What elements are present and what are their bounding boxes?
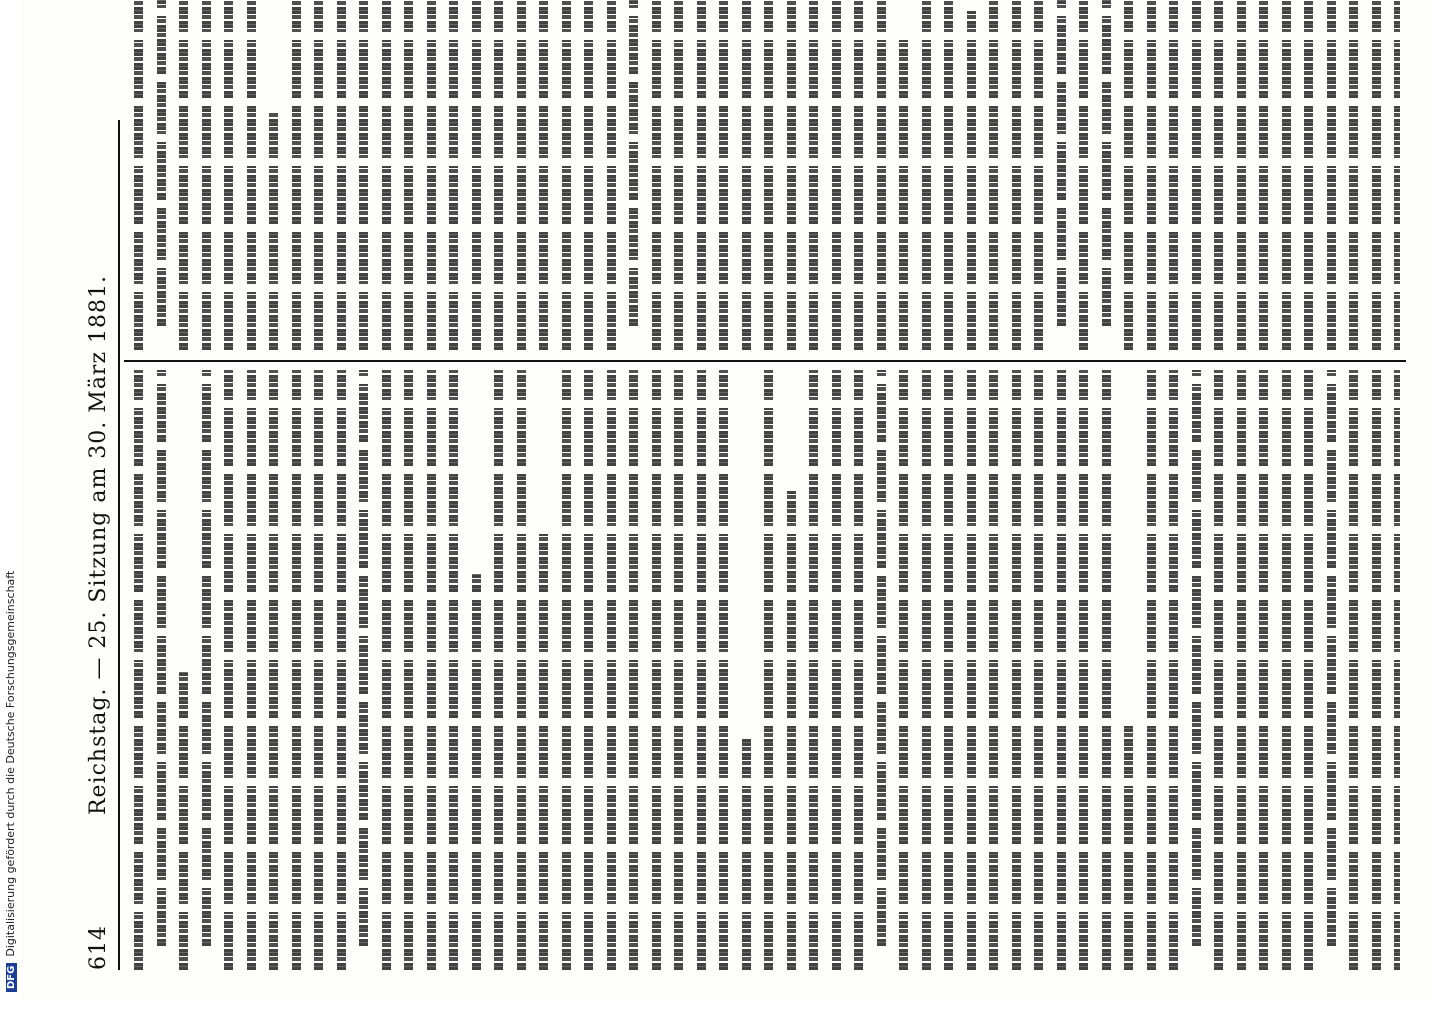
text-line	[1253, 0, 1273, 350]
text-line	[826, 370, 846, 970]
text-line	[556, 370, 576, 970]
text-line	[398, 0, 418, 350]
printed-text	[517, 0, 526, 350]
text-line	[398, 370, 418, 970]
text-line	[803, 0, 823, 350]
printed-text	[629, 0, 638, 326]
printed-text	[944, 0, 953, 350]
text-line	[1051, 0, 1071, 350]
printed-text	[449, 0, 458, 350]
text-line	[376, 0, 396, 350]
text-line	[331, 370, 351, 970]
text-line	[961, 370, 981, 970]
text-line	[556, 0, 576, 350]
text-line	[736, 0, 756, 350]
printed-text	[224, 0, 233, 350]
rotated-sheet	[80, 100, 1410, 1010]
text-line	[263, 0, 283, 350]
text-line	[578, 370, 598, 970]
printed-text	[269, 113, 278, 350]
text-line	[1006, 0, 1026, 350]
text-line	[421, 0, 441, 350]
printed-text	[202, 370, 211, 946]
text-line	[578, 0, 598, 350]
text-line	[1298, 0, 1318, 350]
text-line	[601, 370, 621, 970]
printed-text	[382, 0, 391, 350]
text-line	[263, 370, 283, 970]
text-line	[286, 370, 306, 970]
printed-text	[787, 491, 796, 970]
text-line	[511, 370, 531, 970]
printed-text	[292, 0, 301, 350]
printed-text	[179, 0, 188, 350]
text-line	[196, 0, 216, 350]
printed-text	[1012, 370, 1021, 970]
printed-text	[224, 370, 233, 970]
text-line	[488, 370, 508, 970]
printed-text	[382, 370, 391, 970]
text-line	[1163, 0, 1183, 350]
text-line	[533, 0, 553, 350]
printed-text	[1147, 370, 1156, 970]
left-column	[128, 370, 1400, 970]
text-line	[848, 0, 868, 350]
text-line	[781, 0, 801, 350]
text-line	[623, 0, 643, 350]
printed-text	[269, 370, 278, 970]
text-line	[151, 370, 171, 970]
text-line	[443, 0, 463, 350]
printed-text	[854, 0, 863, 350]
text-line	[466, 0, 486, 350]
printed-text	[1259, 370, 1268, 970]
text-line	[691, 0, 711, 350]
printed-text	[607, 0, 616, 350]
text-line	[1208, 0, 1228, 350]
text-line	[1073, 370, 1093, 970]
printed-text	[922, 0, 931, 350]
text-line	[1276, 0, 1296, 350]
printed-text	[202, 0, 211, 350]
text-line	[353, 370, 373, 970]
printed-text	[1214, 0, 1223, 350]
printed-text	[134, 370, 143, 970]
printed-text	[1079, 0, 1088, 350]
text-line	[1186, 370, 1206, 970]
printed-text	[314, 0, 323, 350]
printed-text	[1034, 0, 1043, 350]
printed-text	[1102, 0, 1111, 326]
printed-text	[652, 0, 661, 350]
text-line	[713, 0, 733, 350]
text-line	[916, 370, 936, 970]
printed-text	[764, 0, 773, 350]
printed-text	[314, 370, 323, 970]
text-line	[1186, 0, 1206, 350]
right-column	[128, 0, 1400, 350]
printed-text	[674, 0, 683, 350]
printed-text	[809, 0, 818, 350]
printed-text	[179, 672, 188, 970]
printed-text	[967, 370, 976, 970]
column-divider	[124, 360, 1406, 362]
printed-text	[1124, 0, 1133, 350]
text-line	[173, 370, 193, 970]
text-line	[1028, 0, 1048, 350]
printed-text	[1282, 0, 1291, 350]
text-line	[1321, 370, 1341, 970]
text-line	[466, 370, 486, 970]
text-line	[128, 370, 148, 970]
text-line	[1366, 370, 1386, 970]
text-line	[1208, 370, 1228, 970]
text-line	[601, 0, 621, 350]
text-line	[1366, 0, 1386, 350]
printed-text	[517, 370, 526, 970]
text-line	[173, 0, 193, 350]
printed-text	[1169, 0, 1178, 350]
text-line	[443, 370, 463, 970]
text-line	[623, 370, 643, 970]
printed-text	[1237, 370, 1246, 970]
text-line	[938, 370, 958, 970]
text-line	[983, 0, 1003, 350]
printed-text	[539, 528, 548, 970]
text-line	[1141, 370, 1161, 970]
printed-text	[584, 0, 593, 350]
text-line	[128, 0, 148, 350]
printed-text	[404, 370, 413, 970]
text-line	[1276, 370, 1296, 970]
text-line	[758, 0, 778, 350]
printed-text	[629, 370, 638, 970]
digitization-credit-text: Digitalisierung gefördert durch die Deutsche Forschungsgemeinschaft	[4, 570, 17, 957]
printed-text	[1057, 0, 1066, 326]
text-line	[308, 370, 328, 970]
printed-text	[607, 370, 616, 970]
printed-text	[674, 370, 683, 970]
printed-text	[1394, 0, 1400, 350]
printed-text	[1169, 370, 1178, 970]
printed-text	[584, 370, 593, 970]
printed-text	[652, 370, 661, 970]
printed-text	[1372, 0, 1381, 350]
printed-text	[787, 0, 796, 350]
printed-text	[989, 0, 998, 350]
printed-text	[719, 370, 728, 970]
printed-text	[472, 0, 481, 350]
printed-text	[472, 574, 481, 970]
printed-text	[1192, 370, 1201, 946]
printed-text	[1237, 0, 1246, 350]
text-line	[826, 0, 846, 350]
printed-text	[944, 370, 953, 970]
printed-text	[989, 370, 998, 970]
printed-text	[427, 0, 436, 350]
text-line	[646, 370, 666, 970]
text-line	[1388, 370, 1400, 970]
digitization-credit	[4, 571, 17, 992]
text-line	[713, 370, 733, 970]
text-line	[893, 370, 913, 970]
printed-text	[337, 0, 346, 350]
printed-text	[899, 40, 908, 350]
text-line	[421, 370, 441, 970]
text-line	[1096, 370, 1116, 970]
running-head: Reichstag. — 25. Sitzung am 30. März 1881.	[86, 274, 111, 816]
printed-text	[292, 370, 301, 970]
text-line	[1343, 370, 1363, 970]
page-header	[80, 120, 120, 970]
printed-text	[427, 370, 436, 970]
text-line	[241, 0, 261, 350]
printed-text	[877, 370, 886, 946]
printed-text	[134, 0, 143, 350]
printed-text	[1102, 370, 1111, 970]
text-line	[1343, 0, 1363, 350]
printed-text	[1034, 370, 1043, 970]
printed-text	[1057, 370, 1066, 970]
text-line	[1298, 370, 1318, 970]
text-line	[286, 0, 306, 350]
printed-text	[899, 370, 908, 970]
printed-text	[697, 370, 706, 970]
printed-text	[967, 11, 976, 350]
printed-text	[562, 370, 571, 970]
digitization-footer	[0, 0, 22, 1000]
printed-text	[1124, 724, 1133, 970]
printed-text	[449, 370, 458, 970]
printed-text	[1327, 370, 1336, 946]
printed-text	[854, 370, 863, 970]
text-line	[848, 370, 868, 970]
text-line	[916, 0, 936, 350]
printed-text	[1259, 0, 1268, 350]
printed-text	[1327, 0, 1336, 350]
printed-text	[1349, 0, 1358, 350]
printed-text	[157, 0, 166, 326]
printed-text	[494, 0, 503, 350]
text-line	[803, 370, 823, 970]
text-line	[871, 0, 891, 350]
text-line	[196, 370, 216, 970]
printed-text	[247, 370, 256, 970]
printed-text	[1394, 370, 1400, 970]
printed-text	[1012, 0, 1021, 350]
printed-text	[719, 0, 728, 350]
text-line	[1163, 370, 1183, 970]
text-line	[1231, 370, 1251, 970]
printed-text	[359, 0, 368, 350]
printed-text	[337, 370, 346, 970]
text-line	[668, 0, 688, 350]
printed-text	[742, 738, 751, 970]
text-line	[893, 0, 913, 350]
text-line	[151, 0, 171, 350]
text-line	[1141, 0, 1161, 350]
text-line	[691, 370, 711, 970]
printed-text	[922, 370, 931, 970]
text-line	[646, 0, 666, 350]
printed-text	[764, 370, 773, 970]
text-line	[758, 370, 778, 970]
text-line	[353, 0, 373, 350]
text-line	[331, 0, 351, 350]
printed-text	[1282, 370, 1291, 970]
text-line	[1253, 370, 1273, 970]
printed-text	[1349, 370, 1358, 970]
dfg-logo: DFG	[6, 963, 17, 992]
text-line	[1028, 370, 1048, 970]
text-line	[1073, 0, 1093, 350]
text-line	[533, 370, 553, 970]
printed-text	[1192, 0, 1201, 350]
text-line	[983, 370, 1003, 970]
text-line	[1006, 370, 1026, 970]
text-line	[1388, 0, 1400, 350]
text-line	[736, 370, 756, 970]
text-line	[241, 370, 261, 970]
text-line	[1321, 0, 1341, 350]
page-number: 614	[86, 925, 111, 970]
printed-text	[1304, 370, 1313, 970]
text-line	[938, 0, 958, 350]
text-line	[1096, 0, 1116, 350]
printed-text	[1147, 0, 1156, 350]
text-line	[961, 0, 981, 350]
text-line	[218, 370, 238, 970]
text-line	[1118, 0, 1138, 350]
text-line	[1051, 370, 1071, 970]
printed-text	[832, 0, 841, 350]
printed-text	[877, 0, 886, 350]
printed-text	[494, 370, 503, 970]
printed-text	[562, 0, 571, 350]
printed-text	[404, 0, 413, 350]
printed-text	[809, 370, 818, 970]
printed-text	[1214, 370, 1223, 970]
text-line	[1118, 370, 1138, 970]
text-line	[218, 0, 238, 350]
printed-text	[1079, 370, 1088, 970]
printed-text	[697, 0, 706, 350]
printed-text	[832, 370, 841, 970]
printed-text	[1304, 0, 1313, 350]
printed-text	[1372, 370, 1381, 970]
printed-text	[539, 0, 548, 350]
text-line	[511, 0, 531, 350]
text-line	[376, 370, 396, 970]
text-line	[1231, 0, 1251, 350]
text-line	[308, 0, 328, 350]
printed-text	[247, 0, 256, 350]
text-line	[781, 370, 801, 970]
printed-text	[157, 370, 166, 946]
printed-text	[359, 370, 368, 946]
text-line	[668, 370, 688, 970]
text-line	[488, 0, 508, 350]
printed-text	[742, 0, 751, 350]
text-line	[871, 370, 891, 970]
